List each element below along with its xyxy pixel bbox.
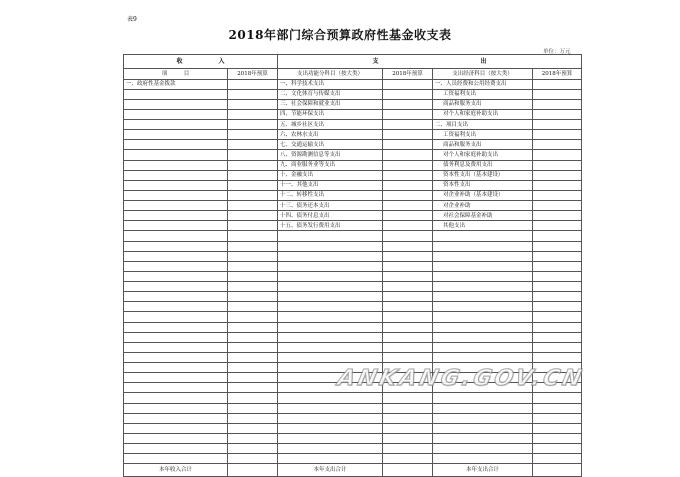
econ-budget-cell (533, 261, 582, 271)
func-budget-cell (383, 322, 433, 332)
income-budget-cell (228, 251, 278, 261)
econ-budget-cell (533, 393, 582, 403)
func-budget-cell (383, 444, 433, 454)
econ-budget-cell (533, 150, 582, 160)
func-subject-cell: 十三、债务还本支出 (278, 201, 383, 211)
func-subject-cell: 三、社会保障和就业支出 (278, 99, 383, 109)
income-item-cell (124, 352, 228, 362)
column-header-row (124, 69, 582, 80)
econ-subject-cell (433, 454, 533, 464)
econ-subject-cell: 对企业补助 (433, 201, 533, 211)
income-item-cell (124, 433, 228, 443)
func-budget-cell (383, 140, 433, 150)
func-subject-cell (278, 241, 383, 251)
page-title: 2018年部门综合预算政府性基金收支表 (228, 28, 452, 42)
income-budget-cell (228, 423, 278, 433)
econ-subject-cell: 商品和服务支出 (433, 99, 533, 109)
table-row (124, 403, 582, 413)
col-header-item: 项 目 (124, 69, 228, 80)
func-subject-cell: 二、文化体育与传媒支出 (278, 89, 383, 99)
econ-budget-cell (533, 201, 582, 211)
func-budget-cell (383, 79, 433, 89)
func-budget-cell (383, 271, 433, 281)
func-subject-cell: 十二、转移性支出 (278, 190, 383, 200)
func-budget-cell (383, 150, 433, 160)
func-subject-cell (278, 423, 383, 433)
econ-subject-cell: 商品和服务支出 (433, 140, 533, 150)
func-subject-cell (278, 393, 383, 403)
func-budget-cell (383, 201, 433, 211)
func-subject-cell (278, 261, 383, 271)
table-row (124, 211, 582, 221)
table-row (124, 352, 582, 362)
econ-subject-cell (433, 332, 533, 342)
income-budget-cell (228, 403, 278, 413)
func-total-value (383, 464, 433, 477)
income-budget-cell (228, 140, 278, 150)
econ-subject-cell (433, 251, 533, 261)
func-budget-cell (383, 433, 433, 443)
col-header-econ-budget: 2018年预算 (533, 69, 582, 80)
econ-subject-cell (433, 302, 533, 312)
income-budget-cell (228, 241, 278, 251)
income-budget-cell (228, 109, 278, 119)
income-item-cell (124, 342, 228, 352)
econ-subject-cell (433, 342, 533, 352)
func-budget-cell (383, 454, 433, 464)
table-row (124, 433, 582, 443)
table-row (124, 393, 582, 403)
income-budget-cell (228, 302, 278, 312)
income-budget-cell (228, 444, 278, 454)
table-number: 表9 (127, 16, 137, 23)
income-item-cell (124, 282, 228, 292)
func-subject-cell (278, 444, 383, 454)
func-subject-cell (278, 322, 383, 332)
econ-subject-cell (433, 352, 533, 362)
func-budget-cell (383, 120, 433, 130)
income-budget-cell (228, 332, 278, 342)
func-subject-cell: 十、金融支出 (278, 170, 383, 180)
income-budget-cell (228, 373, 278, 383)
table-row (124, 160, 582, 170)
income-item-cell (124, 413, 228, 423)
income-item-cell (124, 251, 228, 261)
econ-subject-cell: 工资福利支出 (433, 130, 533, 140)
func-budget-cell (383, 170, 433, 180)
income-item-cell (124, 201, 228, 211)
func-subject-cell: 十一、其他支出 (278, 180, 383, 190)
income-item-cell (124, 89, 228, 99)
econ-subject-cell: 对个人和家庭补助支出 (433, 109, 533, 119)
econ-subject-cell (433, 312, 533, 322)
income-budget-cell (228, 433, 278, 443)
income-budget-cell (228, 211, 278, 221)
econ-subject-cell: 对社会保障基金补助 (433, 211, 533, 221)
func-budget-cell (383, 423, 433, 433)
table-row (124, 79, 582, 89)
func-budget-cell (383, 292, 433, 302)
income-item-cell (124, 332, 228, 342)
income-budget-cell (228, 322, 278, 332)
col-header-income-budget: 2018年预算 (228, 69, 278, 80)
econ-subject-cell: 其他支出 (433, 221, 533, 231)
income-item-cell (124, 130, 228, 140)
econ-subject-cell: 资本性支出（基本建设） (433, 170, 533, 180)
income-budget-cell (228, 342, 278, 352)
func-subject-cell (278, 292, 383, 302)
econ-budget-cell (533, 221, 582, 231)
income-item-cell (124, 444, 228, 454)
func-subject-cell (278, 433, 383, 443)
func-budget-cell (383, 180, 433, 190)
income-budget-cell (228, 190, 278, 200)
income-budget-cell (228, 99, 278, 109)
table-row (124, 130, 582, 140)
watermark: ANKANG.GOV.CN (335, 366, 587, 391)
func-budget-cell (383, 89, 433, 99)
econ-budget-cell (533, 302, 582, 312)
func-subject-cell (278, 413, 383, 423)
income-budget-cell (228, 150, 278, 160)
func-subject-cell: 六、农林水支出 (278, 130, 383, 140)
func-budget-cell (383, 251, 433, 261)
income-total-label: 本年收入合计 (124, 464, 228, 477)
func-budget-cell (383, 261, 433, 271)
income-budget-cell (228, 312, 278, 322)
econ-budget-cell (533, 231, 582, 241)
func-subject-cell (278, 302, 383, 312)
income-budget-cell (228, 454, 278, 464)
table-row (124, 109, 582, 119)
func-total-label: 本年支出合计 (278, 464, 383, 477)
econ-budget-cell (533, 190, 582, 200)
econ-subject-cell: 对个人和家庭补助支出 (433, 150, 533, 160)
econ-budget-cell (533, 140, 582, 150)
econ-subject-cell (433, 413, 533, 423)
income-item-cell (124, 454, 228, 464)
econ-budget-cell (533, 271, 582, 281)
income-budget-cell (228, 292, 278, 302)
table-row (124, 444, 582, 454)
income-item-cell (124, 160, 228, 170)
econ-subject-cell (433, 271, 533, 281)
econ-budget-cell (533, 180, 582, 190)
econ-budget-cell (533, 160, 582, 170)
income-item-cell (124, 140, 228, 150)
totals-row (124, 464, 582, 477)
func-subject-cell: 十五、债务发行费用支出 (278, 221, 383, 231)
econ-budget-cell (533, 342, 582, 352)
econ-subject-cell: 工资福利支出 (433, 89, 533, 99)
func-subject-cell (278, 454, 383, 464)
col-header-func-subject: 支出功能分科目（按大类） (278, 69, 383, 80)
table-row (124, 261, 582, 271)
func-budget-cell (383, 393, 433, 403)
table-row (124, 322, 582, 332)
table-row (124, 413, 582, 423)
table-row (124, 99, 582, 109)
func-subject-cell (278, 342, 383, 352)
econ-budget-cell (533, 454, 582, 464)
table-row (124, 140, 582, 150)
econ-budget-cell (533, 403, 582, 413)
table-row (124, 454, 582, 464)
func-budget-cell (383, 130, 433, 140)
econ-subject-cell (433, 423, 533, 433)
table-row (124, 120, 582, 130)
econ-subject-cell (433, 241, 533, 251)
income-budget-cell (228, 79, 278, 89)
func-budget-cell (383, 241, 433, 251)
table-row (124, 332, 582, 342)
income-budget-cell (228, 383, 278, 393)
func-budget-cell (383, 352, 433, 362)
econ-budget-cell (533, 99, 582, 109)
func-budget-cell (383, 413, 433, 423)
econ-budget-cell (533, 444, 582, 454)
econ-budget-cell (533, 79, 582, 89)
table-row (124, 221, 582, 231)
econ-subject-cell (433, 231, 533, 241)
income-budget-cell (228, 282, 278, 292)
func-subject-cell: 五、城乡社区支出 (278, 120, 383, 130)
income-item-cell: 一、政府性基金拨款 (124, 79, 228, 89)
econ-subject-cell: 债务利息及费用支出 (433, 160, 533, 170)
func-budget-cell (383, 342, 433, 352)
income-budget-cell (228, 170, 278, 180)
func-subject-cell (278, 352, 383, 362)
section-header-row (124, 55, 582, 69)
table-row (124, 423, 582, 433)
func-budget-cell (383, 221, 433, 231)
table-row (124, 251, 582, 261)
income-item-cell (124, 322, 228, 332)
table-row (124, 201, 582, 211)
econ-budget-cell (533, 109, 582, 119)
func-subject-cell (278, 332, 383, 342)
income-item-cell (124, 403, 228, 413)
econ-total-value (533, 464, 582, 477)
econ-subject-cell (433, 261, 533, 271)
func-subject-cell: 一、科学技术支出 (278, 79, 383, 89)
func-budget-cell (383, 312, 433, 322)
table-row (124, 241, 582, 251)
econ-budget-cell (533, 352, 582, 362)
income-item-cell (124, 292, 228, 302)
econ-budget-cell (533, 211, 582, 221)
expense-section-header: 支 出 (278, 55, 582, 69)
income-budget-cell (228, 271, 278, 281)
col-header-func-budget: 2018年预算 (383, 69, 433, 80)
econ-subject-cell (433, 292, 533, 302)
econ-budget-cell (533, 120, 582, 130)
table-row (124, 231, 582, 241)
income-budget-cell (228, 180, 278, 190)
func-budget-cell (383, 99, 433, 109)
func-subject-cell: 七、交通运输支出 (278, 140, 383, 150)
income-item-cell (124, 393, 228, 403)
econ-subject-cell (433, 282, 533, 292)
func-subject-cell (278, 251, 383, 261)
table-row (124, 150, 582, 160)
income-item-cell (124, 180, 228, 190)
income-budget-cell (228, 413, 278, 423)
econ-budget-cell (533, 322, 582, 332)
table-row (124, 342, 582, 352)
income-item-cell (124, 302, 228, 312)
func-budget-cell (383, 190, 433, 200)
table-row (124, 292, 582, 302)
income-item-cell (124, 373, 228, 383)
econ-budget-cell (533, 292, 582, 302)
income-item-cell (124, 383, 228, 393)
income-budget-cell (228, 130, 278, 140)
func-subject-cell (278, 271, 383, 281)
func-subject-cell: 九、商业服务业等支出 (278, 160, 383, 170)
econ-subject-cell (433, 393, 533, 403)
income-item-cell (124, 261, 228, 271)
func-budget-cell (383, 160, 433, 170)
econ-budget-cell (533, 89, 582, 99)
income-item-cell (124, 241, 228, 251)
income-item-cell (124, 312, 228, 322)
func-budget-cell (383, 332, 433, 342)
econ-budget-cell (533, 433, 582, 443)
econ-budget-cell (533, 332, 582, 342)
income-budget-cell (228, 221, 278, 231)
func-subject-cell (278, 231, 383, 241)
col-header-econ-subject: 支出经济科目（按大类） (433, 69, 533, 80)
econ-subject-cell (433, 403, 533, 413)
income-item-cell (124, 423, 228, 433)
income-item-cell (124, 271, 228, 281)
econ-budget-cell (533, 251, 582, 261)
income-item-cell (124, 109, 228, 119)
table-row (124, 302, 582, 312)
econ-total-label: 本年支出合计 (433, 464, 533, 477)
econ-subject-cell: 对企业补助（基本建设） (433, 190, 533, 200)
table-row (124, 282, 582, 292)
econ-budget-cell (533, 130, 582, 140)
func-subject-cell: 八、资源勘测信息等支出 (278, 150, 383, 160)
unit-label: 单位：万元 (543, 49, 571, 55)
income-item-cell (124, 363, 228, 373)
func-budget-cell (383, 282, 433, 292)
econ-subject-cell: 一、人员经费和公用经费支出 (433, 79, 533, 89)
econ-subject-cell (433, 433, 533, 443)
table-row (124, 89, 582, 99)
income-item-cell (124, 150, 228, 160)
income-total-value (228, 464, 278, 477)
func-budget-cell (383, 211, 433, 221)
econ-budget-cell (533, 312, 582, 322)
func-subject-cell (278, 312, 383, 322)
income-item-cell (124, 190, 228, 200)
econ-subject-cell (433, 444, 533, 454)
table-row (124, 312, 582, 322)
income-budget-cell (228, 160, 278, 170)
income-budget-cell (228, 231, 278, 241)
income-item-cell (124, 221, 228, 231)
func-budget-cell (383, 403, 433, 413)
table-row (124, 180, 582, 190)
income-item-cell (124, 120, 228, 130)
income-item-cell (124, 99, 228, 109)
func-budget-cell (383, 109, 433, 119)
econ-subject-cell: 资本性支出 (433, 180, 533, 190)
econ-budget-cell (533, 241, 582, 251)
func-subject-cell (278, 282, 383, 292)
income-budget-cell (228, 89, 278, 99)
income-item-cell (124, 231, 228, 241)
income-item-cell (124, 170, 228, 180)
econ-budget-cell (533, 413, 582, 423)
func-subject-cell: 十四、债务付息支出 (278, 211, 383, 221)
income-section-header: 收 入 (124, 55, 278, 69)
income-budget-cell (228, 201, 278, 211)
econ-subject-cell: 二、项目支出 (433, 120, 533, 130)
table-row (124, 190, 582, 200)
func-subject-cell (278, 403, 383, 413)
income-budget-cell (228, 363, 278, 373)
econ-subject-cell (433, 322, 533, 332)
income-budget-cell (228, 120, 278, 130)
budget-table (123, 54, 582, 477)
econ-budget-cell (533, 282, 582, 292)
income-item-cell (124, 211, 228, 221)
func-budget-cell (383, 302, 433, 312)
income-budget-cell (228, 352, 278, 362)
income-budget-cell (228, 261, 278, 271)
income-budget-cell (228, 393, 278, 403)
table-row (124, 271, 582, 281)
func-budget-cell (383, 231, 433, 241)
func-subject-cell: 四、节能环保支出 (278, 109, 383, 119)
econ-budget-cell (533, 170, 582, 180)
econ-budget-cell (533, 423, 582, 433)
table-row (124, 170, 582, 180)
